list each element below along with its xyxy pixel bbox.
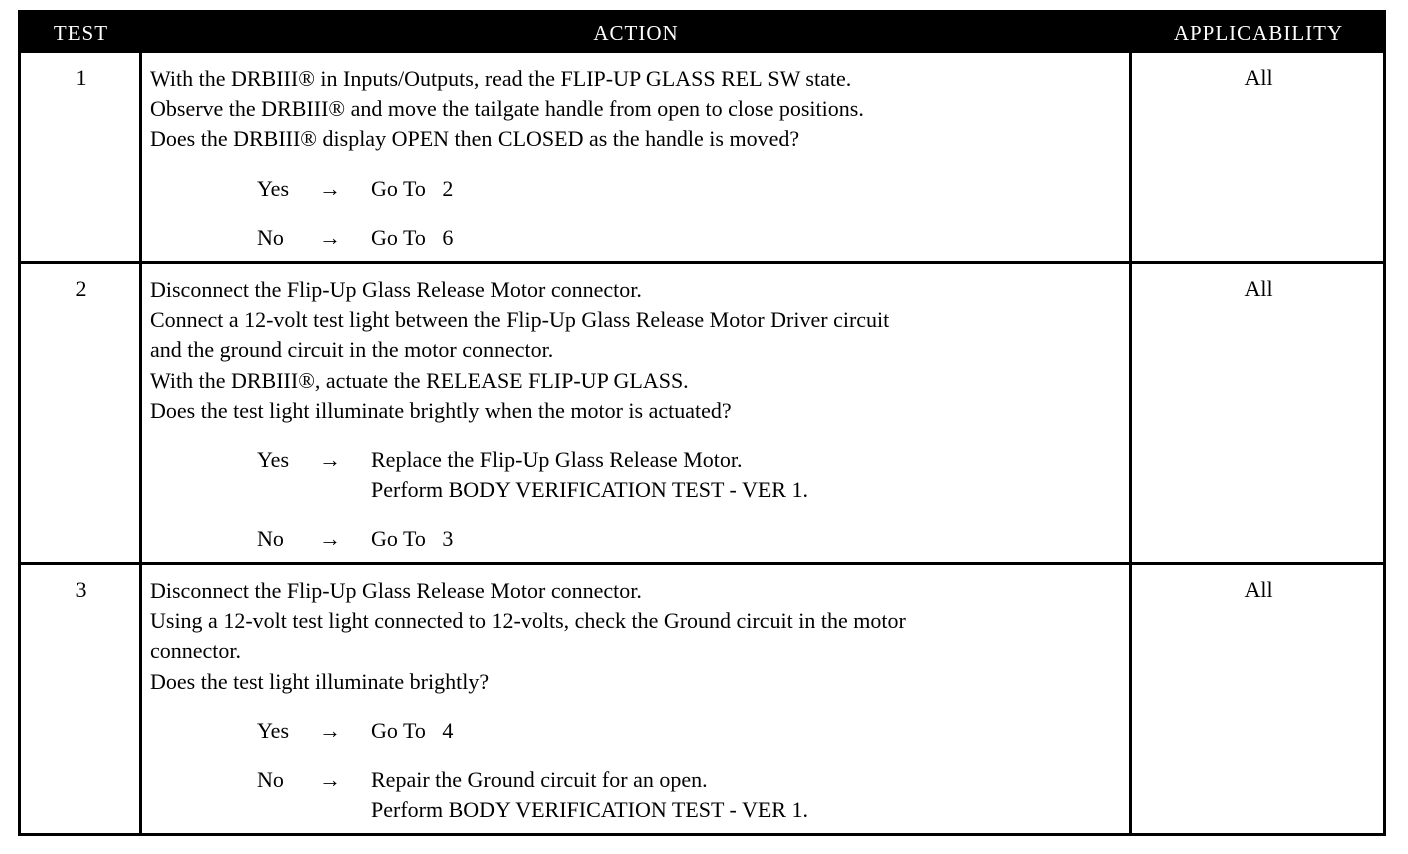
test-number: 2 (75, 276, 87, 301)
arrow-icon: → (319, 526, 341, 552)
arrow-icon: → (319, 766, 341, 792)
action-line: With the DRBIII®, actuate the RELEASE FLIP-UP GLASS. (150, 367, 689, 393)
action-line: connector. (150, 638, 242, 664)
option-yes (150, 716, 1130, 746)
result-line: Go To 3 (371, 526, 454, 552)
option-yes (150, 174, 1130, 204)
arrow-icon: → (319, 224, 341, 250)
action-line: Using a 12-volt test light connected to 12-volts, check the Ground circuit in the motor (150, 608, 906, 634)
result-line: Replace the Flip-Up Glass Release Motor. (371, 447, 743, 473)
option-no (150, 765, 1130, 825)
option-yes (150, 445, 1130, 505)
header-applicability: APPLICABILITY (1173, 21, 1344, 45)
applicability-cell: All (1244, 276, 1273, 301)
arrow-icon: → (319, 717, 341, 743)
result-line: Go To 2 (371, 175, 454, 201)
answer-label: Yes (257, 447, 290, 473)
answer-label: No (257, 526, 284, 552)
diagnostic-test-table (18, 10, 1386, 836)
applicability-cell: All (1244, 577, 1273, 602)
option-result (371, 174, 453, 204)
result-line: Perform BODY VERIFICATION TEST - VER 1. (371, 477, 808, 503)
action-line: With the DRBIII® in Inputs/Outputs, read the FLIP-UP GLASS REL SW state. (150, 66, 852, 91)
option-result (371, 524, 453, 554)
option-result (371, 716, 453, 746)
arrow-icon: → (319, 447, 341, 473)
answer-label: Yes (257, 175, 290, 201)
result-line: Perform BODY VERIFICATION TEST - VER 1. (371, 796, 808, 822)
action-line: Disconnect the Flip-Up Glass Release Motor connector. (150, 277, 642, 302)
action-cell (150, 275, 1130, 554)
action-line: Does the test light illuminate brightly? (150, 668, 490, 694)
answer-label: No (257, 766, 284, 792)
action-line: Observe the DRBIII® and move the tailgate handle from open to close positions. (150, 96, 864, 122)
header-test: TEST (53, 21, 109, 45)
action-line: Disconnect the Flip-Up Glass Release Motor connector. (150, 578, 642, 603)
action-line: Connect a 12-volt test light between the Flip-Up Glass Release Motor Driver circuit (150, 307, 890, 333)
action-line: Does the test light illuminate brightly when the motor is actuated? (150, 397, 732, 423)
option-result (371, 445, 808, 505)
option-result (371, 223, 453, 253)
header-action: ACTION (593, 21, 679, 45)
option-no (150, 524, 1130, 554)
applicability-cell: All (1244, 65, 1273, 90)
test-number: 1 (75, 65, 87, 90)
option-no (150, 223, 1130, 253)
table-header (21, 13, 1383, 53)
table-row (21, 53, 1383, 261)
action-line: Does the DRBIII® display OPEN then CLOSED as the handle is moved? (150, 126, 800, 152)
result-line: Go To 4 (371, 717, 454, 743)
action-cell (150, 64, 1130, 253)
answer-label: No (257, 224, 284, 250)
test-number: 3 (75, 577, 87, 602)
result-line: Go To 6 (371, 224, 454, 250)
action-line: and the ground circuit in the motor connector. (150, 337, 554, 363)
result-line: Repair the Ground circuit for an open. (371, 766, 708, 792)
action-cell (150, 576, 1130, 825)
option-result (371, 765, 808, 825)
arrow-icon: → (319, 175, 341, 201)
table-row (21, 565, 1383, 836)
answer-label: Yes (257, 717, 290, 743)
table-row (21, 264, 1383, 562)
